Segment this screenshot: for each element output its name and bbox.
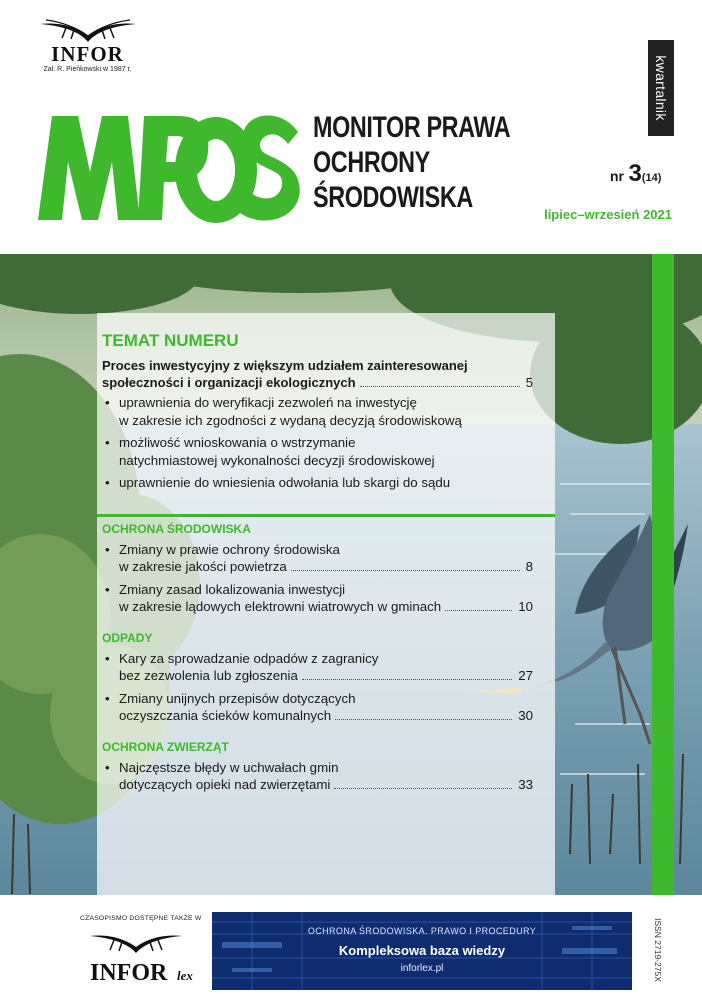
toc-entry[interactable] — [102, 541, 533, 575]
toc-entry-row — [119, 776, 533, 793]
bullet-line-2: w zakresie ich zgodności z wydaną decyzją środowiskową — [119, 413, 462, 428]
featured-lead-entry — [102, 374, 533, 391]
banner-subtitle: OCHRONA ŚRODOWISKA. PRAWO I PROCEDURY — [307, 926, 537, 936]
issn-text: ISSN 2719-275X — [653, 918, 663, 982]
mpos-logo-rings — [186, 128, 246, 212]
issn-label — [650, 906, 666, 994]
issue-num: 3 — [628, 160, 642, 187]
toc-line-2: w zakresie jakości powietrza — [119, 559, 287, 574]
featured-lead[interactable] — [102, 357, 533, 391]
section-heading: OCHRONA ŚRODOWISKA — [102, 522, 251, 536]
inforlex-promo — [80, 915, 220, 986]
available-note: CZASOPISMO DOSTĘPNE TAKŻE W — [80, 915, 202, 922]
issue-overall: (14) — [641, 172, 662, 184]
section-heading: ODPADY — [102, 631, 153, 645]
dot-leader — [291, 570, 520, 571]
toc-entry[interactable] — [102, 759, 533, 793]
featured-heading: TEMAT NUMERU — [102, 331, 239, 350]
toc-entry[interactable] — [102, 690, 533, 724]
inforlex-suffix: lex — [177, 968, 193, 983]
publication-title — [313, 110, 510, 215]
dot-leader — [302, 679, 512, 680]
dot-leader — [334, 788, 512, 789]
toc-line-1: • Zmiany unijnych przepisów dotyczących — [119, 691, 356, 706]
issue-nr-label: nr — [610, 168, 624, 184]
page-number: 10 — [518, 599, 533, 614]
frequency-tab — [648, 40, 674, 136]
bullet-line-1: • możliwość wnioskowania o wstrzymanie — [119, 435, 356, 450]
banner-url[interactable]: inforlex.pl — [400, 963, 444, 974]
banner-title: Kompleksowa baza wiedzy — [338, 943, 506, 958]
page-number: 27 — [518, 668, 533, 683]
issue-period: lipiec–wrzesień 2021 — [544, 207, 672, 222]
bullet-line-1: • uprawnienie do wniesienia odwołania lub skargi do sądu — [119, 475, 451, 490]
inforlex-banner[interactable] — [212, 912, 632, 990]
bird-emblem-icon — [36, 18, 140, 44]
list-item — [102, 474, 533, 492]
page-number: 5 — [525, 375, 533, 390]
toc-line-1: • Zmiany w prawie ochrony środowiska — [119, 542, 340, 557]
title-line-1: MONITOR PRAWA — [313, 111, 511, 144]
list-item — [102, 434, 533, 470]
toc-entry-row — [119, 707, 533, 724]
toc-entry-row — [119, 667, 533, 684]
section-heading: OCHRONA ZWIERZĄT — [102, 740, 229, 754]
featured-bullets — [102, 394, 533, 492]
publisher-name: INFOR — [51, 42, 124, 66]
toc-line-1: • Kary za sprowadzanie odpadów z zagranicy — [119, 651, 379, 666]
page-number: 30 — [518, 708, 533, 723]
title-line-3: ŚRODOWISKA — [313, 181, 473, 214]
toc-entry-row — [119, 558, 533, 575]
toc-line-2: w zakresie lądowych elektrowni wiatrowych w gminach — [119, 599, 442, 614]
dot-leader — [335, 719, 512, 720]
section-items — [102, 541, 533, 615]
dot-leader — [445, 610, 512, 611]
toc-line-1: • Najczęstsze błędy w uchwałach gmin — [119, 760, 339, 775]
toc-line-1: • Zmiany zasad lokalizowania inwestycji — [119, 582, 346, 597]
page-number: 33 — [518, 777, 533, 792]
inforlex-bird-icon — [86, 931, 186, 955]
toc-line-2: dotyczących opieki nad zwierzętami — [119, 777, 331, 792]
inforlex-brand: INFOR — [90, 960, 168, 986]
toc-entry[interactable] — [102, 650, 533, 684]
bullet-line-1: • uprawnienia do weryfikacji zezwoleń na inwestycję — [119, 395, 417, 410]
publisher-established: Zał. R. Pieńkowski w 1987 r. — [43, 66, 132, 73]
publisher-logo — [30, 18, 145, 73]
featured-lead-line-2: społeczności i organizacji ekologicznych — [102, 375, 356, 390]
page-number: 8 — [525, 559, 533, 574]
frequency-label: kwartalnik — [653, 55, 669, 121]
title-line-2: OCHRONY — [313, 146, 430, 179]
table-of-contents — [97, 313, 555, 799]
section-items — [102, 759, 533, 793]
featured-lead-line-1: Proces inwestycyjny z większym udziałem zainteresowanej — [102, 358, 468, 373]
toc-line-2: oczyszczania ścieków komunalnych — [119, 708, 332, 723]
issue-number — [610, 160, 661, 188]
dot-leader — [360, 386, 520, 387]
toc-line-2: bez zezwolenia lub zgłoszenia — [119, 668, 298, 683]
mpos-logo — [38, 112, 300, 224]
toc-entry[interactable] — [102, 581, 533, 615]
list-item — [102, 394, 533, 430]
bullet-line-2: natychmiastowej wykonalności decyzji środowiskowej — [119, 453, 435, 468]
accent-bar — [652, 254, 674, 895]
section-items — [102, 650, 533, 724]
toc-entry-row — [119, 598, 533, 615]
